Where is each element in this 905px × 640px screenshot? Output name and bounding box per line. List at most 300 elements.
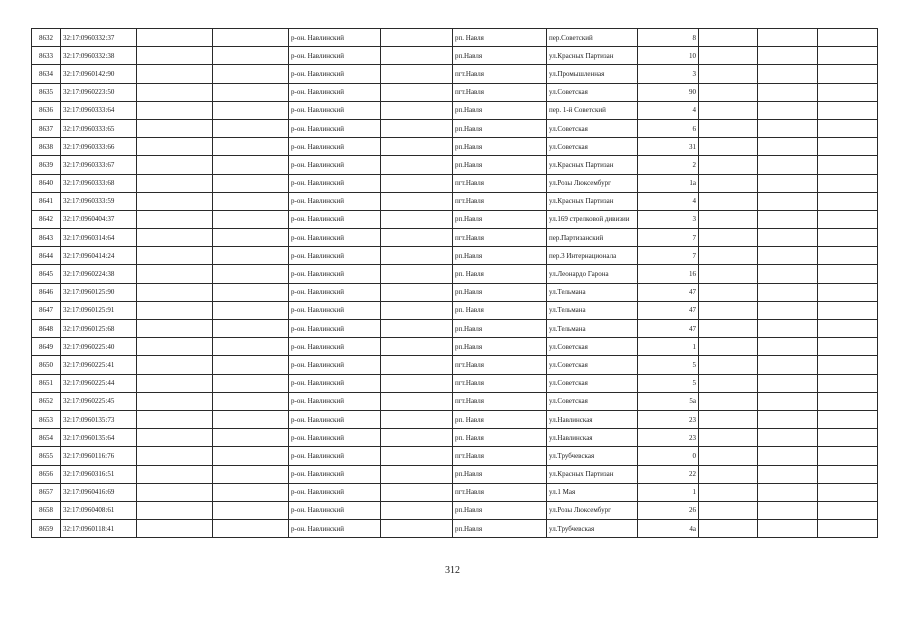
table-row <box>32 392 878 410</box>
row-number-cell: 8636 <box>32 101 61 119</box>
empty-cell <box>137 520 213 538</box>
house-number-cell: 47 <box>638 301 699 319</box>
empty-cell <box>758 465 818 483</box>
row-number-cell: 8632 <box>32 29 61 47</box>
empty-cell <box>758 483 818 501</box>
house-number-cell: 3 <box>638 210 699 228</box>
cadastral-number-cell: 32:17:0960225:44 <box>61 374 137 392</box>
table-row <box>32 410 878 428</box>
empty-cell <box>699 465 758 483</box>
empty-cell <box>818 447 878 465</box>
empty-cell <box>758 47 818 65</box>
empty-cell <box>381 138 453 156</box>
house-number-cell: 23 <box>638 410 699 428</box>
empty-cell <box>137 501 213 519</box>
empty-cell <box>137 320 213 338</box>
empty-cell <box>381 483 453 501</box>
house-number-cell: 4а <box>638 520 699 538</box>
street-cell: пер.3 Интернационала <box>547 247 638 265</box>
empty-cell <box>818 247 878 265</box>
empty-cell <box>137 265 213 283</box>
locality-cell: пгт.Навля <box>453 483 547 501</box>
empty-cell <box>818 301 878 319</box>
house-number-cell: 1а <box>638 174 699 192</box>
locality-cell: рп.Навля <box>453 101 547 119</box>
table-row <box>32 138 878 156</box>
empty-cell <box>381 410 453 428</box>
empty-cell <box>137 410 213 428</box>
empty-cell <box>818 501 878 519</box>
cadastral-number-cell: 32:17:0960225:45 <box>61 392 137 410</box>
district-cell: р-он. Навлинский <box>289 520 381 538</box>
locality-cell: пгт.Навля <box>453 174 547 192</box>
street-cell: ул.Навлинская <box>547 410 638 428</box>
empty-cell <box>758 301 818 319</box>
district-cell: р-он. Навлинский <box>289 119 381 137</box>
district-cell: р-он. Навлинский <box>289 338 381 356</box>
empty-cell <box>213 374 289 392</box>
empty-cell <box>818 47 878 65</box>
house-number-cell: 5а <box>638 392 699 410</box>
empty-cell <box>758 501 818 519</box>
empty-cell <box>818 483 878 501</box>
locality-cell: пгт.Навля <box>453 229 547 247</box>
empty-cell <box>758 429 818 447</box>
district-cell: р-он. Навлинский <box>289 47 381 65</box>
district-cell: р-он. Навлинский <box>289 265 381 283</box>
empty-cell <box>699 447 758 465</box>
row-number-cell: 8641 <box>32 192 61 210</box>
empty-cell <box>758 374 818 392</box>
row-number-cell: 8639 <box>32 156 61 174</box>
row-number-cell: 8634 <box>32 65 61 83</box>
table-row <box>32 29 878 47</box>
empty-cell <box>213 501 289 519</box>
locality-cell: пгт.Навля <box>453 65 547 83</box>
street-cell: ул.Советская <box>547 138 638 156</box>
table-row <box>32 156 878 174</box>
empty-cell <box>213 101 289 119</box>
empty-cell <box>758 101 818 119</box>
house-number-cell: 7 <box>638 247 699 265</box>
empty-cell <box>137 247 213 265</box>
table-row <box>32 320 878 338</box>
empty-cell <box>699 410 758 428</box>
empty-cell <box>137 338 213 356</box>
street-cell: ул.Навлинская <box>547 429 638 447</box>
district-cell: р-он. Навлинский <box>289 356 381 374</box>
street-cell: ул.Советская <box>547 356 638 374</box>
empty-cell <box>213 483 289 501</box>
empty-cell <box>381 447 453 465</box>
row-number-cell: 8645 <box>32 265 61 283</box>
empty-cell <box>137 447 213 465</box>
empty-cell <box>137 301 213 319</box>
empty-cell <box>213 410 289 428</box>
empty-cell <box>758 83 818 101</box>
empty-cell <box>213 301 289 319</box>
locality-cell: пгт.Навля <box>453 392 547 410</box>
empty-cell <box>699 138 758 156</box>
house-number-cell: 7 <box>638 229 699 247</box>
house-number-cell: 2 <box>638 156 699 174</box>
empty-cell <box>137 374 213 392</box>
empty-cell <box>818 429 878 447</box>
empty-cell <box>818 356 878 374</box>
street-cell: ул.Розы Люксембург <box>547 501 638 519</box>
district-cell: р-он. Навлинский <box>289 210 381 228</box>
table-row <box>32 283 878 301</box>
cadastral-number-cell: 32:17:0960408:61 <box>61 501 137 519</box>
empty-cell <box>699 65 758 83</box>
empty-cell <box>381 247 453 265</box>
table-row <box>32 356 878 374</box>
table-row <box>32 174 878 192</box>
cadastral-number-cell: 32:17:0960333:67 <box>61 156 137 174</box>
empty-cell <box>818 320 878 338</box>
row-number-cell: 8638 <box>32 138 61 156</box>
house-number-cell: 47 <box>638 320 699 338</box>
row-number-cell: 8633 <box>32 47 61 65</box>
district-cell: р-он. Навлинский <box>289 101 381 119</box>
table-row <box>32 119 878 137</box>
empty-cell <box>758 210 818 228</box>
empty-cell <box>699 483 758 501</box>
empty-cell <box>381 101 453 119</box>
empty-cell <box>699 156 758 174</box>
empty-cell <box>818 338 878 356</box>
empty-cell <box>137 119 213 137</box>
district-cell: р-он. Навлинский <box>289 447 381 465</box>
table-row <box>32 47 878 65</box>
empty-cell <box>699 29 758 47</box>
street-cell: ул.Тельмана <box>547 301 638 319</box>
empty-cell <box>818 465 878 483</box>
empty-cell <box>213 119 289 137</box>
empty-cell <box>699 320 758 338</box>
table-row <box>32 101 878 119</box>
empty-cell <box>818 83 878 101</box>
address-register-table <box>31 28 878 538</box>
empty-cell <box>381 465 453 483</box>
empty-cell <box>758 65 818 83</box>
empty-cell <box>818 156 878 174</box>
row-number-cell: 8650 <box>32 356 61 374</box>
table-row <box>32 429 878 447</box>
cadastral-number-cell: 32:17:0960314:64 <box>61 229 137 247</box>
table-row <box>32 374 878 392</box>
district-cell: р-он. Навлинский <box>289 483 381 501</box>
empty-cell <box>137 83 213 101</box>
table-row <box>32 465 878 483</box>
empty-cell <box>758 265 818 283</box>
row-number-cell: 8642 <box>32 210 61 228</box>
house-number-cell: 8 <box>638 29 699 47</box>
district-cell: р-он. Навлинский <box>289 174 381 192</box>
table-row <box>32 447 878 465</box>
empty-cell <box>758 229 818 247</box>
street-cell: ул.Розы Люксембург <box>547 174 638 192</box>
cadastral-number-cell: 32:17:0960142:90 <box>61 65 137 83</box>
street-cell: ул.Тельмана <box>547 320 638 338</box>
district-cell: р-он. Навлинский <box>289 429 381 447</box>
table-row <box>32 501 878 519</box>
empty-cell <box>381 301 453 319</box>
empty-cell <box>381 520 453 538</box>
empty-cell <box>213 465 289 483</box>
empty-cell <box>818 283 878 301</box>
cadastral-number-cell: 32:17:0960135:73 <box>61 410 137 428</box>
locality-cell: пгт.Навля <box>453 192 547 210</box>
empty-cell <box>137 210 213 228</box>
empty-cell <box>137 174 213 192</box>
empty-cell <box>381 210 453 228</box>
empty-cell <box>381 374 453 392</box>
cadastral-number-cell: 32:17:0960316:51 <box>61 465 137 483</box>
empty-cell <box>137 65 213 83</box>
cadastral-number-cell: 32:17:0960125:91 <box>61 301 137 319</box>
empty-cell <box>818 29 878 47</box>
locality-cell: рп.Навля <box>453 501 547 519</box>
empty-cell <box>137 465 213 483</box>
street-cell: ул.Тельмана <box>547 283 638 301</box>
house-number-cell: 6 <box>638 119 699 137</box>
house-number-cell: 4 <box>638 192 699 210</box>
empty-cell <box>381 47 453 65</box>
empty-cell <box>699 283 758 301</box>
empty-cell <box>758 356 818 374</box>
house-number-cell: 31 <box>638 138 699 156</box>
empty-cell <box>137 101 213 119</box>
empty-cell <box>758 410 818 428</box>
empty-cell <box>758 283 818 301</box>
empty-cell <box>818 138 878 156</box>
locality-cell: рп.Навля <box>453 320 547 338</box>
empty-cell <box>137 483 213 501</box>
locality-cell: рп.Навля <box>453 156 547 174</box>
empty-cell <box>758 174 818 192</box>
house-number-cell: 5 <box>638 356 699 374</box>
empty-cell <box>213 338 289 356</box>
row-number-cell: 8653 <box>32 410 61 428</box>
cadastral-number-cell: 32:17:0960404:37 <box>61 210 137 228</box>
house-number-cell: 1 <box>638 483 699 501</box>
row-number-cell: 8643 <box>32 229 61 247</box>
district-cell: р-он. Навлинский <box>289 65 381 83</box>
house-number-cell: 3 <box>638 65 699 83</box>
street-cell: ул.Советская <box>547 119 638 137</box>
row-number-cell: 8648 <box>32 320 61 338</box>
row-number-cell: 8659 <box>32 520 61 538</box>
row-number-cell: 8649 <box>32 338 61 356</box>
street-cell: ул.Красных Партизан <box>547 465 638 483</box>
empty-cell <box>213 138 289 156</box>
empty-cell <box>818 392 878 410</box>
table-row <box>32 301 878 319</box>
locality-cell: рп. Навля <box>453 410 547 428</box>
row-number-cell: 8647 <box>32 301 61 319</box>
house-number-cell: 22 <box>638 465 699 483</box>
district-cell: р-он. Навлинский <box>289 283 381 301</box>
district-cell: р-он. Навлинский <box>289 374 381 392</box>
empty-cell <box>699 301 758 319</box>
empty-cell <box>699 101 758 119</box>
empty-cell <box>381 356 453 374</box>
locality-cell: рп.Навля <box>453 465 547 483</box>
empty-cell <box>213 192 289 210</box>
empty-cell <box>699 501 758 519</box>
empty-cell <box>381 338 453 356</box>
empty-cell <box>699 338 758 356</box>
row-number-cell: 8657 <box>32 483 61 501</box>
table-row <box>32 83 878 101</box>
empty-cell <box>213 447 289 465</box>
locality-cell: пгт.Навля <box>453 356 547 374</box>
empty-cell <box>699 229 758 247</box>
district-cell: р-он. Навлинский <box>289 29 381 47</box>
cadastral-number-cell: 32:17:0960333:68 <box>61 174 137 192</box>
empty-cell <box>381 265 453 283</box>
empty-cell <box>381 65 453 83</box>
empty-cell <box>818 192 878 210</box>
cadastral-number-cell: 32:17:0960125:68 <box>61 320 137 338</box>
row-number-cell: 8655 <box>32 447 61 465</box>
empty-cell <box>818 520 878 538</box>
house-number-cell: 0 <box>638 447 699 465</box>
table-body <box>32 29 878 538</box>
cadastral-number-cell: 32:17:0960333:64 <box>61 101 137 119</box>
district-cell: р-он. Навлинский <box>289 501 381 519</box>
cadastral-number-cell: 32:17:0960332:38 <box>61 47 137 65</box>
empty-cell <box>699 210 758 228</box>
empty-cell <box>758 192 818 210</box>
table-row <box>32 229 878 247</box>
empty-cell <box>213 210 289 228</box>
empty-cell <box>758 156 818 174</box>
street-cell: ул.Красных Партизан <box>547 47 638 65</box>
empty-cell <box>818 229 878 247</box>
street-cell: ул.Советская <box>547 374 638 392</box>
locality-cell: рп.Навля <box>453 47 547 65</box>
cadastral-number-cell: 32:17:0960224:38 <box>61 265 137 283</box>
empty-cell <box>213 65 289 83</box>
district-cell: р-он. Навлинский <box>289 320 381 338</box>
empty-cell <box>699 520 758 538</box>
street-cell: ул.Советская <box>547 338 638 356</box>
row-number-cell: 8652 <box>32 392 61 410</box>
table-row <box>32 520 878 538</box>
street-cell: ул.169 стрелковой дивизии <box>547 210 638 228</box>
row-number-cell: 8644 <box>32 247 61 265</box>
street-cell: ул.Трубчевская <box>547 520 638 538</box>
district-cell: р-он. Навлинский <box>289 465 381 483</box>
empty-cell <box>381 119 453 137</box>
table-row <box>32 338 878 356</box>
empty-cell <box>213 156 289 174</box>
locality-cell: рп.Навля <box>453 210 547 228</box>
cadastral-number-cell: 32:17:0960333:65 <box>61 119 137 137</box>
locality-cell: рп. Навля <box>453 429 547 447</box>
empty-cell <box>758 119 818 137</box>
empty-cell <box>381 156 453 174</box>
empty-cell <box>758 138 818 156</box>
district-cell: р-он. Навлинский <box>289 229 381 247</box>
empty-cell <box>137 29 213 47</box>
empty-cell <box>818 174 878 192</box>
empty-cell <box>137 229 213 247</box>
house-number-cell: 10 <box>638 47 699 65</box>
district-cell: р-он. Навлинский <box>289 156 381 174</box>
empty-cell <box>213 283 289 301</box>
empty-cell <box>381 192 453 210</box>
empty-cell <box>137 138 213 156</box>
street-cell: пер. 1-й Советский <box>547 101 638 119</box>
empty-cell <box>137 429 213 447</box>
empty-cell <box>818 265 878 283</box>
empty-cell <box>381 174 453 192</box>
empty-cell <box>213 265 289 283</box>
page-number: 312 <box>445 565 460 576</box>
street-cell: ул.1 Мая <box>547 483 638 501</box>
empty-cell <box>758 247 818 265</box>
district-cell: р-он. Навлинский <box>289 247 381 265</box>
row-number-cell: 8646 <box>32 283 61 301</box>
empty-cell <box>381 283 453 301</box>
locality-cell: рп.Навля <box>453 247 547 265</box>
house-number-cell: 1 <box>638 338 699 356</box>
empty-cell <box>818 410 878 428</box>
table-row <box>32 265 878 283</box>
empty-cell <box>213 29 289 47</box>
empty-cell <box>213 247 289 265</box>
cadastral-number-cell: 32:17:0960333:66 <box>61 138 137 156</box>
empty-cell <box>381 392 453 410</box>
locality-cell: рп. Навля <box>453 265 547 283</box>
street-cell: ул.Леонардо Гарона <box>547 265 638 283</box>
cadastral-number-cell: 32:17:0960333:59 <box>61 192 137 210</box>
cadastral-number-cell: 32:17:0960225:41 <box>61 356 137 374</box>
house-number-cell: 23 <box>638 429 699 447</box>
empty-cell <box>699 392 758 410</box>
house-number-cell: 5 <box>638 374 699 392</box>
cadastral-number-cell: 32:17:0960416:69 <box>61 483 137 501</box>
house-number-cell: 47 <box>638 283 699 301</box>
empty-cell <box>381 29 453 47</box>
empty-cell <box>213 356 289 374</box>
street-cell: ул.Советская <box>547 83 638 101</box>
street-cell: пер.Партизанский <box>547 229 638 247</box>
district-cell: р-он. Навлинский <box>289 192 381 210</box>
district-cell: р-он. Навлинский <box>289 83 381 101</box>
empty-cell <box>699 174 758 192</box>
row-number-cell: 8658 <box>32 501 61 519</box>
empty-cell <box>213 174 289 192</box>
empty-cell <box>758 338 818 356</box>
table-row <box>32 210 878 228</box>
street-cell: ул.Промышленная <box>547 65 638 83</box>
empty-cell <box>699 47 758 65</box>
empty-cell <box>213 320 289 338</box>
cadastral-number-cell: 32:17:0960223:50 <box>61 83 137 101</box>
empty-cell <box>699 83 758 101</box>
cadastral-number-cell: 32:17:0960414:24 <box>61 247 137 265</box>
empty-cell <box>213 520 289 538</box>
district-cell: р-он. Навлинский <box>289 392 381 410</box>
empty-cell <box>818 101 878 119</box>
row-number-cell: 8656 <box>32 465 61 483</box>
locality-cell: рп.Навля <box>453 283 547 301</box>
cadastral-number-cell: 32:17:0960125:90 <box>61 283 137 301</box>
